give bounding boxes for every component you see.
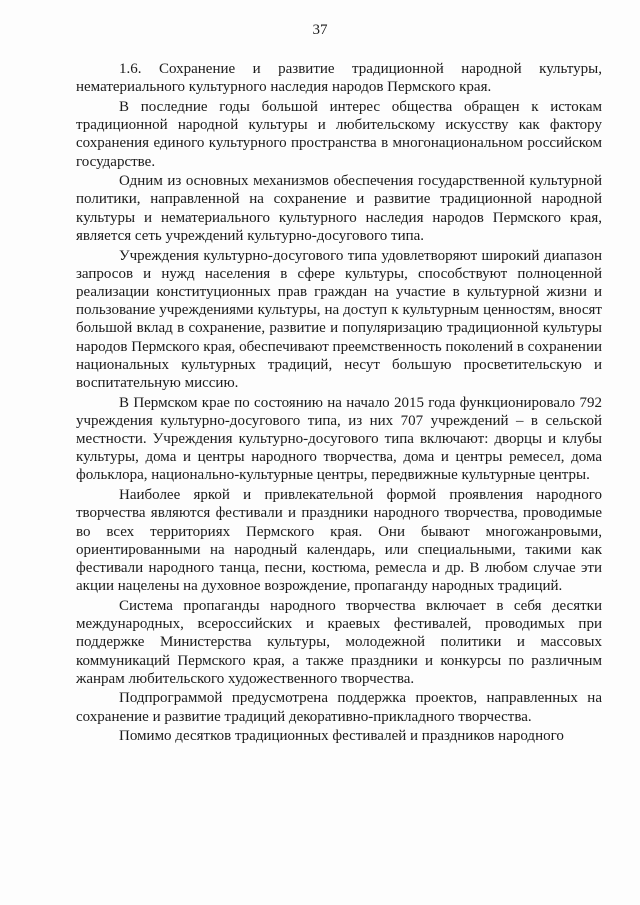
body-paragraph: В Пермском крае по состоянию на начало 2015 года функционировало 792 учреждения культурно-досугового типа, из них 707 учреждений – в сельской местности. Учреждения культурно-досугового типа включают: дворцы и клубы культуры, дома и центры народного творчества, дома и центры ремесел, дома фольклора, национально-культурные центры, передвижные культурные центры. xyxy=(76,394,602,484)
body-paragraph: Наиболее яркой и привлекательной формой проявления народного творчества являются фестивали и праздники народного творчества, проводимые во всех территориях Пермского края. Они бывают многожанровыми, ориентированными на народный календарь, или специальными, такими как фестивали народного танца, песни, костюма, ремесла и др. В любом случае эти акции нацелены на духовное возрождение, пропаганду народных традиций. xyxy=(76,487,602,595)
body-paragraph: Система пропаганды народного творчества включает в себя десятки международных, всероссийских и краевых фестивалей, проводимых при поддержке Министерства культуры, молодежной политики и массовых коммуникаций Пермского края, а также праздники и конкурсы по различным жанрам любительского художественного творчества. xyxy=(76,597,602,687)
body-paragraph: В последние годы большой интерес общества обращен к истокам традиционной народной культуры и любительскому искусству как фактору сохранения единого культурного пространства в многонациональном российском государстве. xyxy=(76,98,602,170)
page-number: 37 xyxy=(312,22,328,38)
body-paragraph: Подпрограммой предусмотрена поддержка проектов, направленных на сохранение и развитие традиций декоративно-прикладного творчества. xyxy=(76,690,602,725)
document-body xyxy=(76,60,602,746)
section-heading-paragraph: 1.6. Сохранение и развитие традиционной народной культуры, нематериального культурного наследия народов Пермского края. xyxy=(76,61,602,96)
body-paragraph-continued: Помимо десятков традиционных фестивалей и праздников народного xyxy=(119,728,564,745)
body-paragraph: Учреждения культурно-досугового типа удовлетворяют широкий диапазон запросов и нужд населения в сфере культуры, способствуют полноценной реализации конституционных прав граждан на участие в культурной жизни и пользование учреждениями культуры, на доступ к культурным ценностям, вносят большой вклад в сохранение, развитие и популяризацию традиционной культуры народов Пермского края, обеспечивают преемственность поколений в сохранении национальных культурных традиций, несут большую просветительскую и воспитательную миссию. xyxy=(76,247,602,391)
body-paragraph: Одним из основных механизмов обеспечения государственной культурной политики, направленной на сохранение и развитие традиционной народной культуры и нематериального культурного наследия народов Пермского края, является сеть учреждений культурно-досугового типа. xyxy=(76,173,602,244)
